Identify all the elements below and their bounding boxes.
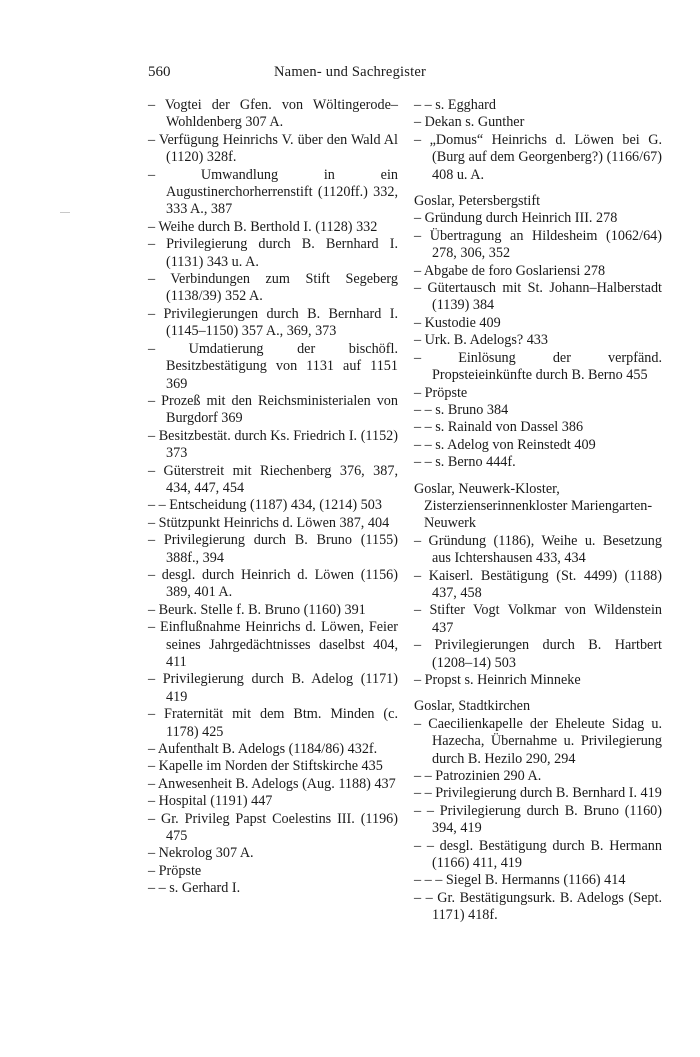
index-entry: – – Entscheidung (1187) 434, (1214) 503 (148, 497, 382, 514)
index-entry: – Propst s. Heinrich Minneke (414, 672, 581, 688)
index-entry: – „Domus“ Heinrichs d. Löwen bei G. (Burg auf dem Georgenberg?) (1166/67) 408 u. A. (414, 131, 662, 183)
index-entry: – Anwesenheit B. Adelogs (Aug. 1188) 437 (148, 775, 396, 792)
index-block-stadtkirchen (414, 698, 662, 924)
index-entry: – Einlösung der verpfänd. Propsteieinkünfte durch B. Berno 455 (414, 349, 662, 384)
index-entry: – Hospital (1191) 447 (148, 793, 273, 810)
index-block-continuation (414, 97, 662, 184)
index-entry: – – s. Gerhard I. (148, 880, 241, 897)
index-heading: Goslar, Neuwerk-Kloster, Zisterzienserinnenkloster Mariengarten-Neuwerk (414, 480, 653, 532)
running-head: Namen- und Sachregister (274, 64, 426, 80)
index-entry: – Verbindungen zum Stift Segeberg (1138/39) 352 A. (148, 271, 398, 305)
index-entry: – Pröpste (414, 384, 468, 401)
index-entry: – Privilegierung durch B. Bruno (1155) 388f., 394 (148, 532, 398, 566)
index-entry: – – s. Rainald von Dassel 386 (414, 419, 584, 436)
index-entry: – – s. Berno 444f. (414, 454, 516, 471)
index-entry: – Caecilienkapelle der Eheleute Sidag u. Hazecha, Übernahme u. Privilegierung durch B. Hezilo 290, 294 (414, 715, 662, 767)
index-entry: – Besitzbestät. durch Ks. Friedrich I. (1152) 373 (148, 427, 398, 462)
index-entry: – Gütertausch mit St. Johann–Halberstadt (1139) 384 (414, 280, 662, 314)
index-entry: – Gr. Privileg Papst Coelestins III. (1196) 475 (148, 810, 398, 845)
index-entry: – Privilegierungen durch B. Hartbert (1208–14) 503 (414, 637, 662, 671)
index-entry: – Privilegierung durch B. Bernhard I. (1131) 343 u. A. (148, 236, 398, 270)
index-entry: – Privilegierungen durch B. Bernhard I. (1145–1150) 357 A., 369, 373 (148, 305, 398, 340)
index-entry: – Verfügung Heinrichs V. über den Wald Al (1120) 328f. (148, 131, 398, 166)
index-entry: – Einflußnahme Heinrichs d. Löwen, Feier seines Jahrgedächtnisses daselbst 404, 411 (148, 619, 398, 670)
index-entry: – Weihe durch B. Berthold I. (1128) 332 (148, 218, 378, 235)
index-entry: – – Patrozinien 290 A. (414, 768, 542, 785)
index-entry: – Stifter Vogt Volkmar von Wildenstein 437 (414, 602, 662, 636)
index-entry: – Umdatierung der bischöfl. Besitzbestätigung von 1131 auf 1151 369 (148, 340, 398, 392)
index-entry: – – Privilegierung durch B. Bernhard I. 419 (414, 785, 662, 802)
index-entry: – Gründung durch Heinrich III. 278 (414, 210, 618, 227)
index-entry: – Dekan s. Gunther (414, 114, 525, 131)
right-column (414, 97, 662, 934)
margin-mark (60, 212, 70, 213)
index-entry: – Aufenthalt B. Adelogs (1184/86) 432f. (148, 741, 378, 758)
index-entry: – Prozeß mit den Reichsministerialen von Burgdorf 369 (148, 392, 398, 427)
index-entry: – – Gr. Bestätigungsurk. B. Adelogs (Sept. 1171) 418f. (414, 889, 662, 924)
index-entry: – Gründung (1186), Weihe u. Besetzung aus Ichtershausen 433, 434 (414, 532, 662, 567)
index-entry: – – s. Bruno 384 (414, 401, 509, 418)
index-entry: – – s. Egghard (414, 97, 496, 113)
index-entry: – Urk. B. Adelogs? 433 (414, 332, 548, 349)
index-entry: – Umwandlung in ein Augustinerchorherrenstift (1120ff.) 332, 333 A., 387 (148, 166, 398, 218)
index-entry: – Privilegierung durch B. Adelog (1171) 419 (148, 671, 398, 705)
index-entry: – Nekrolog 307 A. (148, 845, 254, 862)
index-entry: – Beurk. Stelle f. B. Bruno (1160) 391 (148, 601, 366, 618)
index-entry: – Pröpste (148, 862, 202, 879)
index-entry: – Vogtei der Gfen. von Wöltingerode–Wohldenberg 307 A. (148, 97, 398, 131)
index-entry: – Fraternität mit dem Btm. Minden (c. 1178) 425 (148, 706, 398, 740)
index-entry: – Übertragung an Hildesheim (1062/64) 278, 306, 352 (414, 227, 662, 262)
page-number: 560 (148, 64, 171, 80)
index-block-petersbergstift (414, 193, 662, 472)
index-heading: Goslar, Stadtkirchen (414, 698, 531, 715)
index-entry: – – – Siegel B. Hermanns (1166) 414 (414, 872, 626, 889)
index-entry: – Kaiserl. Bestätigung (St. 4499) (1188) 437, 458 (414, 567, 662, 601)
index-entry: – – desgl. Bestätigung durch B. Hermann (1166) 411, 419 (414, 837, 662, 872)
index-entry: – Stützpunkt Heinrichs d. Löwen 387, 404 (148, 514, 390, 531)
left-column (148, 97, 398, 898)
index-entry: – Kapelle im Norden der Stiftskirche 435 (148, 758, 383, 775)
index-entry: – – s. Adelog von Reinstedt 409 (414, 436, 596, 453)
index-entry: – desgl. durch Heinrich d. Löwen (1156) 389, 401 A. (148, 566, 398, 601)
index-entry: – Güterstreit mit Riechenberg 376, 387, 434, 447, 454 (148, 462, 398, 496)
index-heading: Goslar, Petersbergstift (414, 193, 541, 210)
index-entry: – Abgabe de foro Goslariensi 278 (414, 262, 606, 279)
index-entry: – Kustodie 409 (414, 314, 501, 331)
index-block-neuwerk (414, 481, 662, 690)
index-entry: – – Privilegierung durch B. Bruno (1160) 394, 419 (414, 802, 662, 837)
